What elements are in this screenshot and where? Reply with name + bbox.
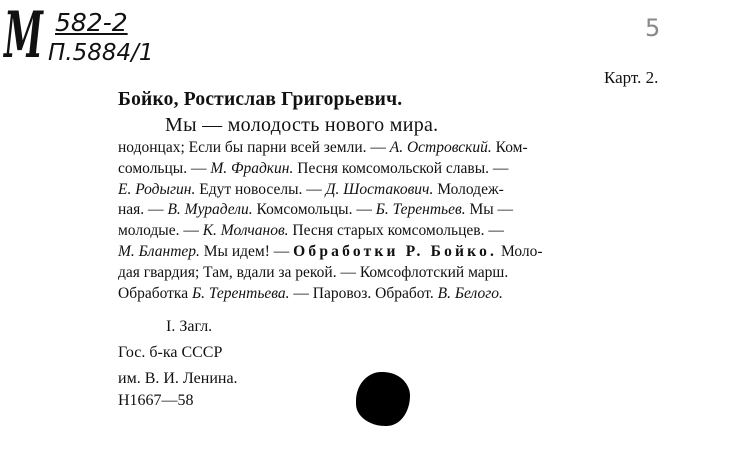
contents-line <box>118 221 678 242</box>
composer-name: М. Блантер. <box>118 242 200 260</box>
contents-segment: Песня старых комсомольцев. — <box>288 222 504 240</box>
composer-name: К. Молчанов. <box>202 222 289 240</box>
contents-segment: нодонцах; Если бы парни всей земли. — <box>118 139 390 156</box>
composer-name: М. Фрадкин. <box>210 159 294 177</box>
card-number: Карт. 2. <box>604 68 659 87</box>
contents-segment: Моло- <box>497 242 543 260</box>
contents-line <box>118 159 678 180</box>
contents-line <box>118 242 678 263</box>
contents-segment: Комсомольцы. — <box>252 201 376 219</box>
contents-line <box>118 180 678 201</box>
composer-name: В. Белого. <box>437 284 503 302</box>
punch-hole <box>356 372 410 426</box>
composer-name: Е. Родыгин. <box>118 180 196 198</box>
contents-segment: Молодеж- <box>433 180 504 198</box>
shelfmark-line-1: 582-2 <box>55 8 128 37</box>
composer-name: А. Островский. <box>389 139 492 156</box>
contents-segment: Песня комсомольской славы. — <box>293 159 509 177</box>
author-heading: Бойко, Ростислав Григорьевич. <box>118 89 403 110</box>
contents-segment: — Паровоз. Обработ. <box>289 284 438 302</box>
contents-segment: Ком- <box>491 139 528 156</box>
contents-segment: Обработка <box>118 284 192 302</box>
contents-line <box>118 200 678 221</box>
contents-segment: молодые. — <box>118 222 203 240</box>
contents-segment: Мы идем! — <box>199 242 294 260</box>
contents-segment: ная. — <box>118 201 168 219</box>
contents-line <box>118 284 678 305</box>
library-line-2: им. В. И. Ленина. <box>118 370 238 387</box>
work-title: Мы — молодость нового мира. <box>165 114 439 136</box>
contents-text <box>118 138 678 304</box>
contents-line <box>118 263 678 284</box>
shelfmark-letter: M <box>4 0 43 73</box>
composer-name: Б. Терентьев. <box>375 201 466 219</box>
contents-segment: Едут новоселы. — <box>195 180 326 198</box>
contents-line <box>118 138 678 159</box>
library-line-1: Гос. б-ка СССР <box>118 344 223 361</box>
contents-segment: сомольцы. — <box>118 159 211 177</box>
composer-name: В. Мурадели. <box>167 201 253 219</box>
contents-segment: дая гвардия; Там, вдали за рекой. — Комсофлотский марш. <box>118 263 509 281</box>
card-code: Н1667—58 <box>118 392 194 409</box>
stamp-number: 5 <box>645 14 660 42</box>
heading-note: I. Загл. <box>166 318 213 335</box>
contents-segment: Мы — <box>465 201 514 219</box>
composer-name: Д. Шостакович. <box>325 180 434 198</box>
composer-name: Б. Терентьева. <box>191 284 290 302</box>
arrangement-note: Обработки Р. Бойко. <box>293 242 498 260</box>
shelfmark-line-2: П.5884/1 <box>48 40 154 66</box>
